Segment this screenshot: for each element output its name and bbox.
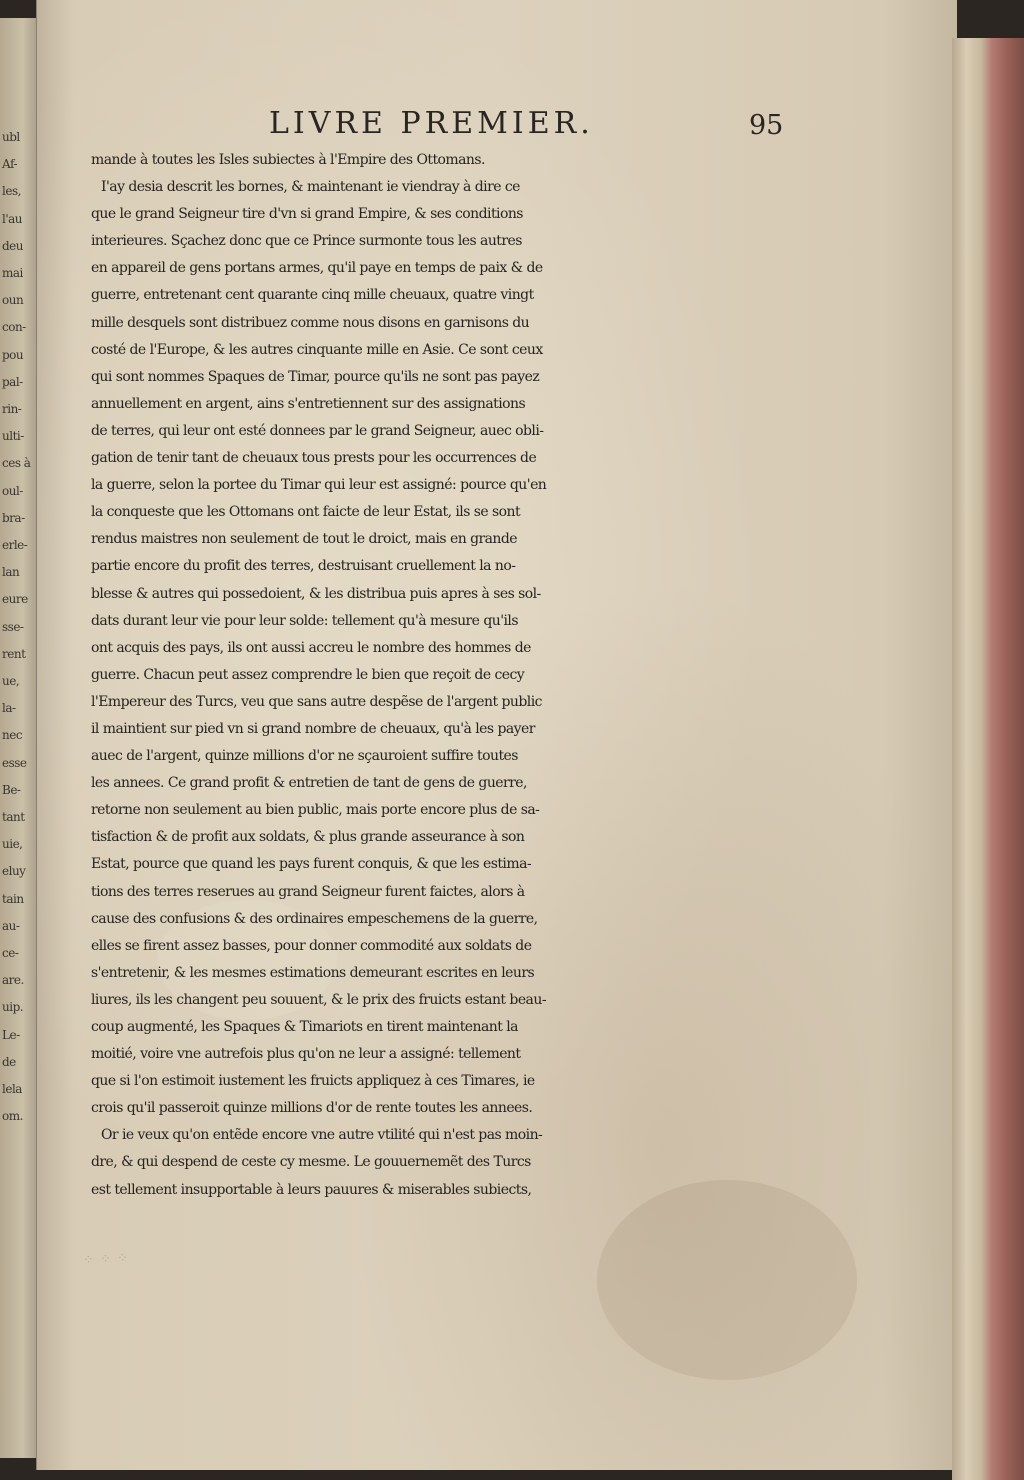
- running-head-title: LIVRE PREMIER.: [269, 106, 594, 141]
- text-line: interieures. Sçachez donc que ce Prince surmonte tous les autres: [91, 233, 522, 250]
- text-line: costé de l'Europe, & les autres cinquante mille en Asie. Ce sont ceux: [91, 341, 543, 358]
- margin-fragment: l'au: [2, 211, 23, 226]
- text-line: Estat, pource que quand les pays furent conquis, & que les estima-: [91, 856, 532, 873]
- text-line: mande à toutes les Isles subiectes à l'Empire des Ottomans.: [91, 152, 485, 168]
- margin-fragment: rin-: [2, 402, 22, 416]
- text-line: que si l'on estimoit iustement les fruicts appliquez à ces Timares, ie: [91, 1073, 535, 1090]
- text-line: tisfaction & de profit aux soldats, & plus grande asseurance à son: [91, 829, 525, 846]
- margin-fragment: ulti-: [2, 429, 24, 444]
- margin-fragment: lan: [2, 565, 20, 580]
- paper-stain: [597, 1180, 857, 1380]
- margin-fragment: au-: [2, 918, 20, 933]
- text-line: ont acquis des pays, ils ont aussi accreu le nombre des hommes de: [91, 639, 531, 656]
- margin-fragment: oul-: [2, 483, 23, 498]
- margin-fragment: uip.: [2, 1000, 24, 1015]
- margin-fragment: uie,: [2, 837, 23, 852]
- text-line: liures, ils les changent peu souuent, & le prix des fruicts estant beau-: [91, 991, 547, 1008]
- page-block-edge: [952, 38, 1024, 1480]
- text-line: qui sont nommes Spaques de Timar, pource qu'ils ne sont pas payez: [91, 368, 540, 385]
- margin-fragment: les,: [2, 184, 21, 199]
- margin-fragment: ce-: [2, 946, 19, 960]
- text-line: il maintient sur pied vn si grand nombre de cheuaux, qu'à les payer: [91, 720, 535, 737]
- text-line: gation de tenir tant de cheuaux tous prests pour les occurrences de: [91, 450, 537, 467]
- margin-fragment: Le-: [2, 1027, 20, 1042]
- margin-fragment: oun: [2, 293, 24, 308]
- text-line: la conqueste que les Ottomans ont faicte de leur Estat, ils se sont: [91, 504, 521, 521]
- faded-stamp: ⁘ ⁘ ⁘: [82, 1250, 130, 1269]
- previous-page-edge: [0, 18, 40, 1458]
- body-text: [91, 147, 791, 1204]
- margin-fragment: deu: [2, 238, 24, 253]
- margin-fragment: tant: [2, 810, 25, 824]
- text-line: guerre, entretenant cent quarante cinq mille cheuaux, quatre vingt: [91, 287, 534, 304]
- margin-fragment: eure: [2, 592, 28, 607]
- text-line: elles se firent assez basses, pour donner commodité aux soldats de: [91, 937, 532, 954]
- text-line: tions des terres reserues au grand Seigneur furent faictes, alors à: [91, 883, 525, 900]
- margin-fragment: rent: [2, 646, 26, 661]
- text-line: est tellement insupportable à leurs pauures & miserables subiects,: [91, 1181, 532, 1198]
- text-line: la guerre, selon la portee du Timar qui leur est assigné: pource qu'en: [91, 477, 547, 494]
- text-line: en appareil de gens portans armes, qu'il paye en temps de paix & de: [91, 260, 543, 277]
- text-line: dats durant leur vie pour leur solde: tellement qu'à mesure qu'ils: [91, 612, 518, 629]
- page-number: 95: [749, 110, 784, 141]
- running-head: [37, 104, 957, 148]
- margin-fragment: lela: [2, 1082, 22, 1096]
- text-line: guerre. Chacun peut assez comprendre le bien que reçoit de cecy: [91, 666, 525, 683]
- margin-fragment: eluy: [2, 864, 26, 879]
- margin-fragment: mai: [2, 266, 23, 280]
- text-line: blesse & autres qui possedoient, & les distribua puis apres à ses sol-: [91, 585, 541, 602]
- text-line: annuellement en argent, ains s'entretiennent sur des assignations: [91, 395, 526, 412]
- text-line: cause des confusions & des ordinaires empeschemens de la guerre,: [91, 910, 538, 927]
- text-line: dre, & qui despend de ceste cy mesme. Le gouuernemẽt des Turcs: [91, 1154, 531, 1171]
- margin-fragment: ue,: [2, 674, 20, 688]
- text-line: s'entretenir, & les mesmes estimations demeurant escrites en leurs: [91, 964, 535, 981]
- text-line: Or ie veux qu'on entẽde encore vne autre vtilité qui n'est pas moin-: [101, 1127, 543, 1144]
- text-line: crois qu'il passeroit quinze millions d'or de rente toutes les annees.: [91, 1100, 533, 1117]
- margin-fragment: ubl: [2, 130, 20, 144]
- text-line: de terres, qui leur ont esté donnees par le grand Seigneur, auec obli-: [91, 422, 544, 439]
- margin-fragment: de: [2, 1054, 16, 1069]
- text-line: mille desquels sont distribuez comme nous disons en garnisons du: [91, 314, 530, 331]
- text-line: auec de l'argent, quinze millions d'or ne sçauroient suffire toutes: [91, 748, 518, 765]
- text-line: l'Empereur des Turcs, veu que sans autre despẽse de l'argent public: [91, 693, 542, 710]
- text-line: rendus maistres non seulement de tout le droict, mais en grande: [91, 531, 518, 548]
- margin-fragment: Af-: [2, 157, 18, 172]
- margin-fragment: con-: [2, 320, 26, 335]
- margin-fragment: sse-: [2, 619, 24, 634]
- text-line: retorne non seulement au bien public, mais porte encore plus de sa-: [91, 802, 540, 819]
- book-page: [36, 0, 957, 1470]
- margin-fragment: pal-: [2, 374, 23, 389]
- margin-fragment: la-: [2, 701, 16, 716]
- text-line: partie encore du profit des terres, destruisant cruellement la no-: [91, 558, 516, 575]
- margin-fragment: tain: [2, 891, 24, 906]
- text-line: moitié, voire vne autrefois plus qu'on ne leur a assigné: tellement: [91, 1046, 521, 1063]
- margin-fragment: om.: [2, 1109, 23, 1124]
- margin-fragment: bra-: [2, 510, 25, 525]
- margin-fragment: nec: [2, 728, 23, 743]
- margin-fragment: pou: [2, 347, 24, 362]
- text-line: coup augmenté, les Spaques & Timariots en tirent maintenant la: [91, 1019, 518, 1035]
- margin-fragment: ces à: [2, 456, 31, 471]
- margin-fragment: Be-: [2, 782, 21, 797]
- text-line: I'ay desia descrit les bornes, & maintenant ie viendray à dire ce: [101, 179, 520, 196]
- text-line: les annees. Ce grand profit & entretien de tant de gens de guerre,: [91, 775, 527, 792]
- margin-fragment: are.: [2, 973, 24, 988]
- margin-fragment: erle-: [2, 538, 28, 552]
- text-line: que le grand Seigneur tire d'vn si grand Empire, & ses conditions: [91, 206, 523, 223]
- margin-fragment: esse: [2, 755, 27, 770]
